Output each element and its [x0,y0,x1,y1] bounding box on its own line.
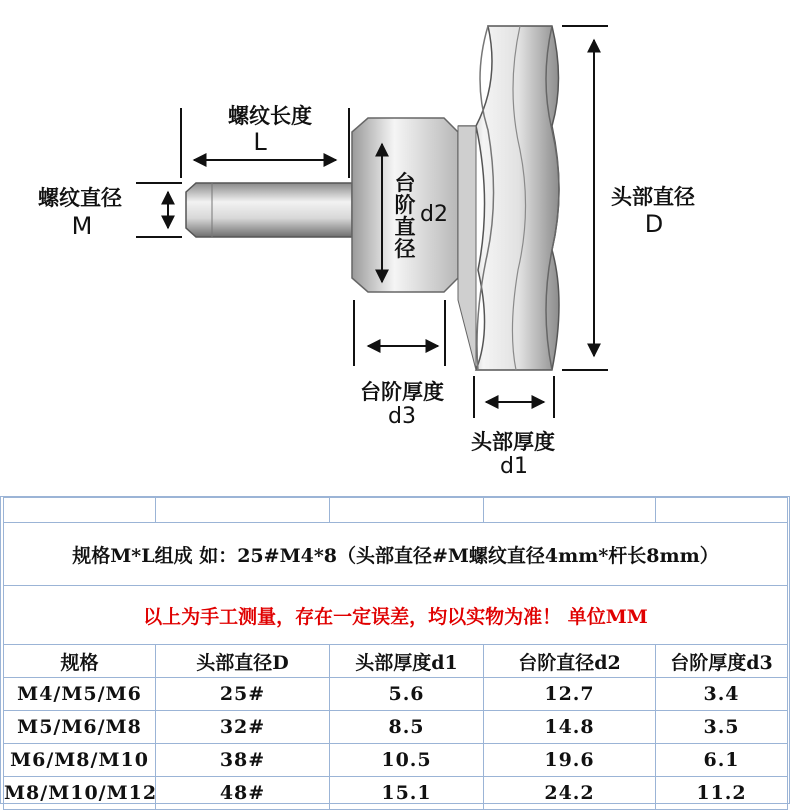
cell-spec: M8/M10/M12 [4,777,156,810]
cell-spec: M6/M8/M10 [4,744,156,777]
header-step-thickness: 台阶厚度d3 [656,645,788,678]
label-step-diameter: 台阶直径 [394,171,416,261]
cell-head-diameter: 48# [156,777,330,810]
threaded-shaft [186,183,352,237]
cell-head-thickness: 8.5 [330,711,484,744]
cell-head-diameter: 25# [156,678,330,711]
label-thread-diameter-symbol: M [71,212,93,240]
cell-spec: M5/M6/M8 [4,711,156,744]
dimension-step-thickness [354,300,445,366]
measurement-warning: 以上为手工测量，存在一定误差，均以实物为准！ 单位MM [4,586,788,645]
spec-note: 规格M*L组成 如：25#M4*8（头部直径#M螺纹直径4mm*杆长8mm） [4,523,788,586]
cell-head-diameter: 32# [156,711,330,744]
label-head-diameter: 头部直径 [611,185,695,209]
dimension-thread-diameter [136,183,182,237]
label-thread-length-symbol: L [253,128,267,156]
label-head-thickness-symbol: d1 [500,454,528,479]
table-row [4,711,788,744]
cell-head-diameter: 38# [156,744,330,777]
cell-head-thickness: 5.6 [330,678,484,711]
label-thread-length: 螺纹长度 [228,104,312,128]
cell-step-diameter: 14.8 [484,711,656,744]
header-spec: 规格 [4,645,156,678]
dimension-head-thickness [474,376,554,418]
spacer-row [4,498,788,523]
cell-step-diameter: 24.2 [484,777,656,810]
cell-head-thickness: 10.5 [330,744,484,777]
label-thread-diameter: 螺纹直径 [38,186,122,210]
label-head-thickness: 头部厚度 [471,430,555,454]
label-step-diameter-symbol: d2 [420,202,448,227]
note-row [4,523,788,586]
cell-spec: M4/M5/M6 [4,678,156,711]
cell-step-thickness: 11.2 [656,777,788,810]
cell-step-diameter: 19.6 [484,744,656,777]
table-row [4,678,788,711]
header-head-thickness: 头部厚度d1 [330,645,484,678]
table-row [4,777,788,810]
cell-step-diameter: 12.7 [484,678,656,711]
cell-step-thickness: 3.5 [656,711,788,744]
label-step-thickness: 台阶厚度 [360,380,444,404]
cell-head-thickness: 15.1 [330,777,484,810]
label-head-diameter-symbol: D [644,210,664,238]
knurled-head [458,26,559,370]
header-step-diameter: 台阶直径d2 [484,645,656,678]
table-header-row [4,645,788,678]
label-step-thickness-symbol: d3 [388,404,416,429]
table-row [4,744,788,777]
warning-row [4,586,788,645]
cell-step-thickness: 3.4 [656,678,788,711]
cell-step-thickness: 6.1 [656,744,788,777]
header-head-diameter: 头部直径D [156,645,330,678]
spec-table [3,497,788,810]
